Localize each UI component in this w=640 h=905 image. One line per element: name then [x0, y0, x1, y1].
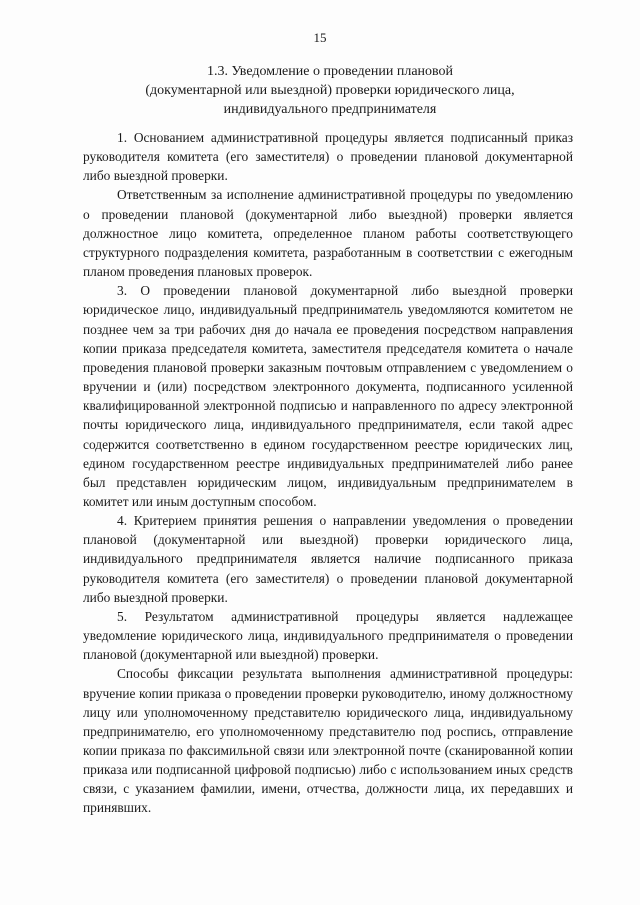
paragraph-responsible: Ответственным за исполнение административной процедуры по уведомлению о проведении плановой (документарной либо выездной) проверки является должностное лицо комитета, определенное планом работы соответствующего структурного подразделения комитета, разработанным в соответствии с ежегодным планом проведения плановых проверок. [83, 187, 573, 280]
paragraph-fixation: Способы фиксации результата выполнения административной процедуры: вручение копии приказа о проведении проверки руководителю, иному должностному лицу или уполномоченному представителю юридического лица, индивидуальному предпринимателю, его уполномоченному представителю под роспись, отправление копии приказа по факсимильной связи или электронной почте (сканированной копии приказа или подписанной цифровой подписью) либо с использованием иных средств связи, с указанием фамилии, имени, отчества, должности лица, их передавших и принявших. [83, 666, 573, 816]
paragraph-notification: 3. О проведении плановой документарной либо выездной проверки юридическое лицо, индивидуальный предприниматель уведомляются комитетом не позднее чем за три рабочих дня до начала ее проведения посредством направления копии приказа председателя комитета, заместителя председателя комитета о начале проведения плановой проверки заказным почтовым отправлением с уведомлением о вручении и (или) посредством электронного документа, подписанного усиленной квалифицированной электронной подписью и направленного по адресу электронной почты юридического лица, индивидуального предпринимателя, если такой адрес содержится соответственно в едином государственном реестре юридических лиц, едином государственном реестре индивидуальных предпринимателей либо ранее был представлен юридическим лицом, индивидуальным предпринимателем в комитет или иным доступным способом. [83, 283, 573, 509]
paragraph-basis: 1. Основанием административной процедуры является подписанный приказ руководителя комитета (его заместителя) о проведении плановой документарной либо выездной проверки. [83, 130, 573, 184]
page-number: 15 [313, 30, 327, 45]
section-title-line: индивидуального предпринимателя [223, 102, 437, 117]
section-title [140, 62, 520, 119]
paragraph-result: 5. Результатом административной процедуры является надлежащее уведомление юридического лица, индивидуального предпринимателя о проведении плановой (документарной или выездной) проверки. [83, 608, 573, 663]
paragraph-criterion: 4. Критерием принятия решения о направлении уведомления о проведении плановой (документарной или выездной) проверки юридического лица, индивидуального предпринимателя является наличие подписанного приказа руководителя комитета (его заместителя) о проведении плановой документарной либо выездной проверки. [83, 513, 573, 605]
section-title-line: 1.3. Уведомление о проведении плановой [206, 64, 454, 79]
section-title-line: (документарной или выездной) проверки юридического лица, [145, 83, 515, 98]
document-body [83, 128, 573, 818]
